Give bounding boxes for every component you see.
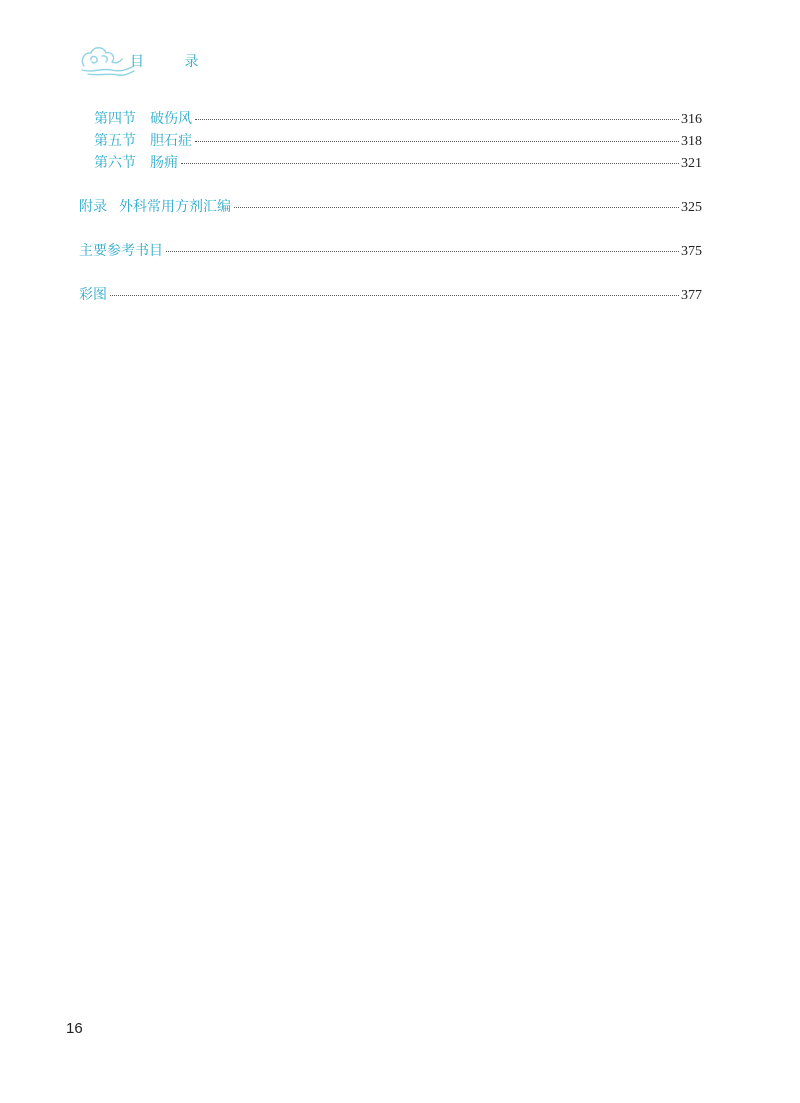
page-number: 16 (66, 1020, 83, 1037)
entry-number: 第四节 (94, 111, 136, 127)
entry-page: 318 (681, 134, 702, 149)
entry-title: 彩图 (79, 287, 107, 303)
entry-page: 316 (681, 112, 702, 127)
toc-entry[interactable] (94, 130, 702, 150)
dot-leader (181, 163, 679, 164)
entry-number: 第六节 (94, 155, 136, 171)
entry-number: 第五节 (94, 133, 136, 149)
toc-entry[interactable] (94, 152, 702, 172)
entry-page: 321 (681, 156, 702, 171)
entry-title: 破伤风 (150, 111, 192, 127)
entry-title: 主要参考书目 (79, 243, 163, 259)
toc-entry[interactable] (94, 108, 702, 128)
entry-title: 外科常用方剂汇编 (119, 199, 231, 215)
toc-entry[interactable] (79, 284, 702, 304)
page-header (78, 40, 278, 80)
toc-entry[interactable] (79, 240, 702, 260)
header-title: 目 录 (130, 54, 217, 70)
entry-title: 胆石症 (150, 133, 192, 149)
entry-page: 377 (681, 288, 702, 303)
dot-leader (110, 295, 679, 296)
dot-leader (234, 207, 679, 208)
dot-leader (195, 119, 679, 120)
entry-page: 325 (681, 200, 702, 215)
entry-title: 肠痈 (150, 155, 178, 171)
entry-number: 附录 (79, 199, 107, 215)
cloud-ornament-icon (78, 40, 136, 80)
dot-leader (195, 141, 679, 142)
toc-entry[interactable] (79, 196, 702, 216)
entry-page: 375 (681, 244, 702, 259)
dot-leader (166, 251, 679, 252)
